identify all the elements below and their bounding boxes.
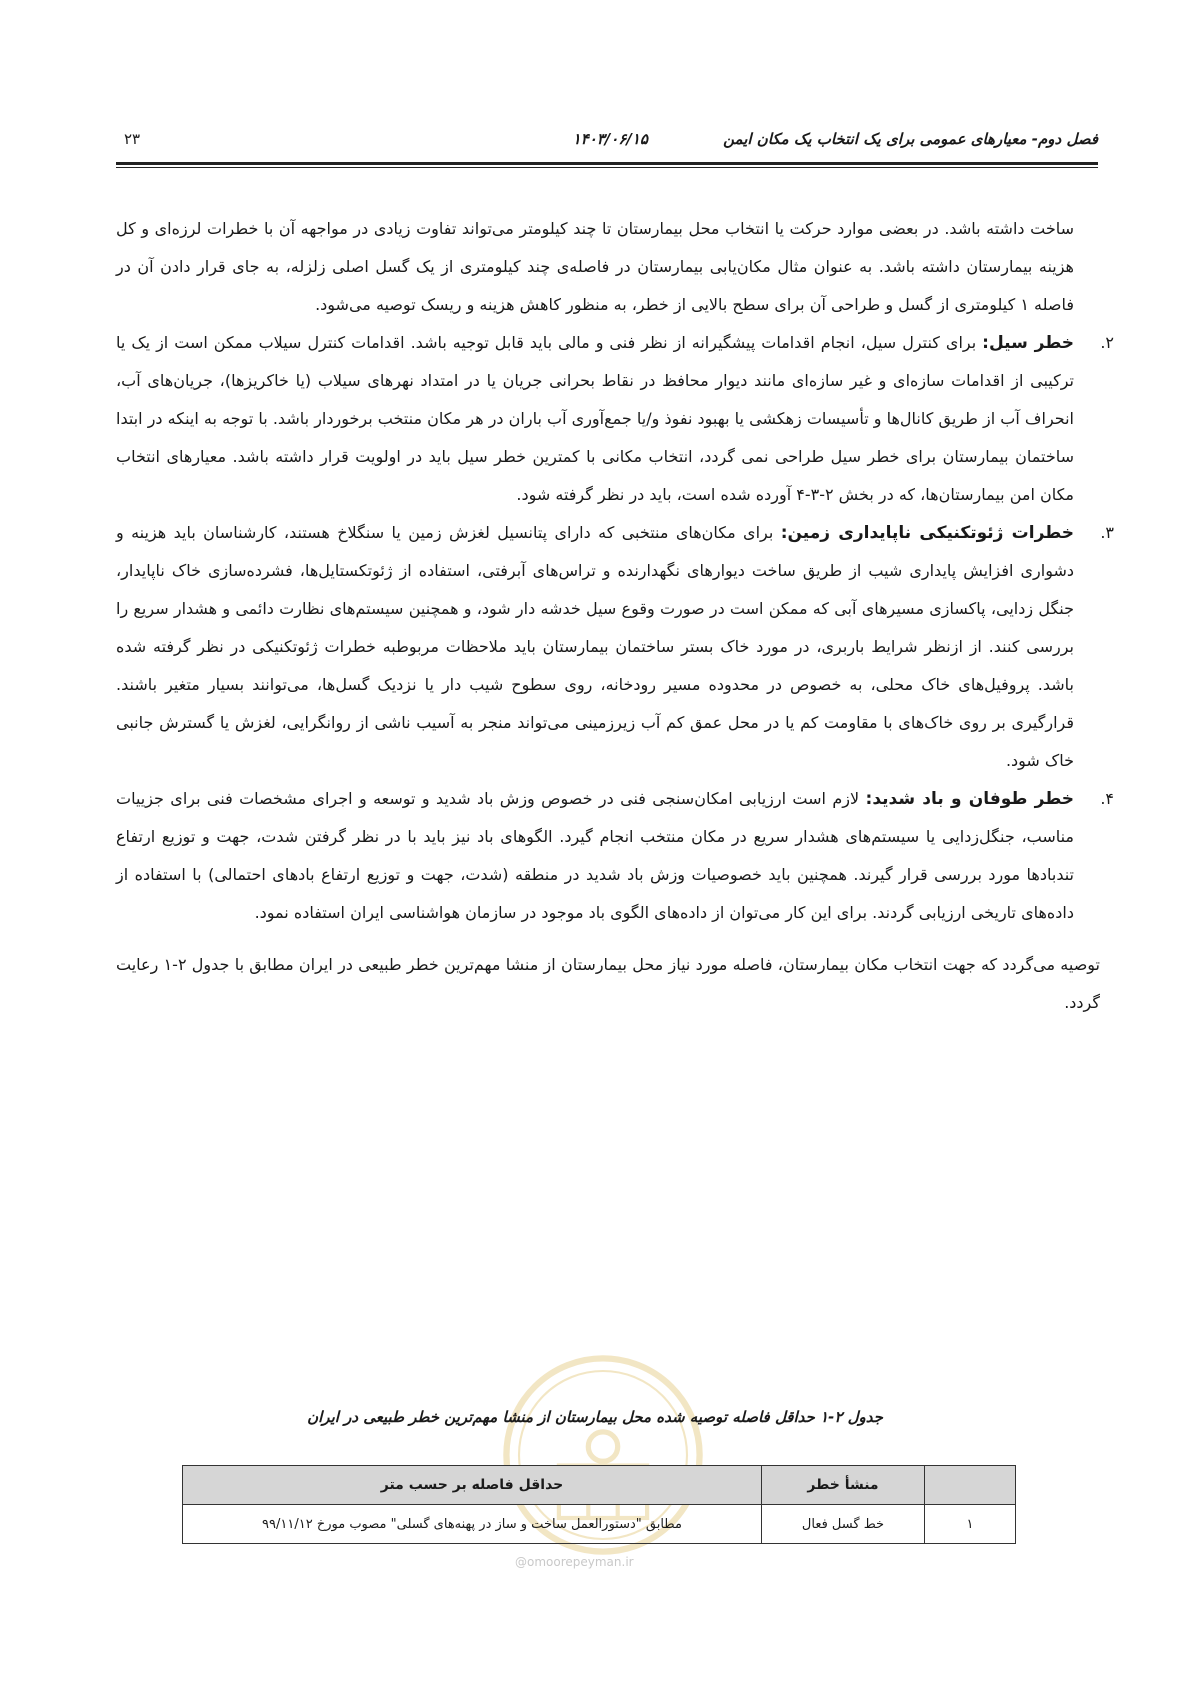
chapter-title: فصل دوم- معیارهای عمومی برای یک انتخاب یک مکان ایمن [723, 130, 1098, 148]
list-item-title: خطر طوفان و باد شدید: [865, 789, 1075, 809]
list-item-number: ۲. [1100, 333, 1114, 352]
table-cell: خط گسل فعال [762, 1505, 925, 1544]
distance-table [182, 1465, 1016, 1544]
table-header-cell: حداقل فاصله بر حسب متر [183, 1466, 762, 1505]
closing-paragraph: توصیه می‌گردد که جهت انتخاب مکان بیمارستان، فاصله مورد نیاز محل بیمارستان از منشا مهم‌ترین خطر طبیعی در ایران مطابق با جدول ۲-۱ رعایت گردد. [116, 955, 1100, 1012]
watermark-text: @omoorepeyman.ir [515, 1555, 634, 1569]
list-item-title: خطرات ژئوتکنیکی ناپایداری زمین: [780, 523, 1074, 543]
list-item-text: برای کنترل سیل، انجام اقدامات پیشگیرانه از نظر فنی و مالی باید قابل توجیه باشد. اقدامات کنترل سیلاب ممکن است از یک یا ترکیبی از اقدامات سازه‌ای و غیر سازه‌ای مانند دیوار محافظ در نقاط بحرانی جریان یا در امتداد نهرهای سیلاب (یا خاکریزها)، جریان‌های آب، انحراف آب از طریق کانال‌ها و تأسیسات زهکشی یا بهبود نفوذ و/یا جمع‌آوری آب باران در هر مکان منتخب برخوردار باشد. با توجه به اینکه در ابتدا ساختمان بیمارستان برای خطر سیل طراحی نمی گردد، انتخاب مکانی با کمترین خطر سیل باید در اولویت قرار داشته باشد. معیارهای انتخاب مکان امن بیمارستان‌ها، که در بخش ۲-۳-۴ آورده شده است، باید در نظر گرفته شود. [116, 333, 1074, 504]
table-header-row [183, 1466, 1016, 1505]
table-cell: مطابق "دستورالعمل ساخت و ساز در پهنه‌های گسلی" مصوب مورخ ۹۹/۱۱/۱۲ [183, 1505, 762, 1544]
list-item-number: ۴. [1100, 789, 1114, 808]
header-date: ۱۴۰۳/۰۶/۱۵ [572, 130, 648, 148]
header-rule-thick [116, 162, 1098, 165]
table-header-cell [925, 1466, 1016, 1505]
list-item-text: لازم است ارزیابی امکان‌سنجی فنی در خصوص وزش باد شدید و توسعه و اجرای مشخصات فنی برای جزییات مناسب، جنگل‌زدایی یا سیستم‌های هشدار سریع در مکان منتخب انجام گیرد. الگوهای باد نیز باید با در نظر گرفتن شدت، جهت و توزیع ارتفاع تندبادها مورد بررسی قرار گیرند. همچنین باید خصوصیات وزش باد شدید در منطقه (شدت، جهت و توزیع ارتفاع بادهای احتمالی) با استفاده از داده‌های تاریخی ارزیابی گردند. برای این کار می‌توان از داده‌های الگوی باد موجود در سازمان هواشناسی ایران استفاده نمود. [116, 789, 1074, 922]
list-item-title: خطر سیل: [982, 333, 1075, 353]
list-item [116, 324, 1114, 514]
hazard-list [116, 324, 1114, 932]
table-row [183, 1505, 1016, 1544]
list-item [116, 514, 1114, 780]
list-item-number: ۳. [1100, 523, 1114, 542]
list-item-text: برای مکان‌های منتخبی که دارای پتانسیل لغزش زمین یا سنگلاخ هستند، کارشناسان باید هزینه و دشواری افزایش پایداری شیب از طریق ساخت دیوارهای نگهدارنده و تراس‌های آبرفتی، استفاده از ژئوتکستایل‌ها، فشرده‌سازی خاک ناپایدار، جنگل زدایی، پاکسازی مسیرهای آبی که ممکن است در صورت وقوع سیل خدشه دار شود، و همچنین سیستم‌های نظارت دائمی و هشدار سریع را بررسی کنند. از ازنظر شرایط باربری، در مورد خاک بستر ساختمان بیمارستان باید ملاحظات مربوطبه خطرات ژئوتکنیکی در نظر گرفته شده باشد. پروفیل‌های خاک محلی، به خصوص در محدوده مسیر رودخانه، روی سطوح شیب دار یا نزدیک گسل‌ها، می‌توانند بسیار متغیر باشند. قرارگیری بر روی خاک‌های با مقاومت کم یا در محل عمق کم آب زیرزمینی می‌تواند منجر به آسیب ناشی از روانگرایی، لغزش یا گسترش جانبی خاک شود. [116, 523, 1074, 770]
page-number: ۲۳ [124, 130, 141, 148]
body-text [116, 210, 1114, 1022]
intro-paragraph: ساخت داشته باشد. در بعضی موارد حرکت یا انتخاب محل بیمارستان تا چند کیلومتر می‌تواند تفاوت زیادی در مواجهه آن با خطرات لرزه‌ای و کل هزینه بیمارستان داشته باشد. به عنوان مثال مکان‌یابی بیمارستان در فاصله‌ی چند کیلومتری از یک گسل اصلی زلزله، به جای قرار دادن آن در فاصله ۱ کیلومتری از گسل و طراحی آن برای سطح بالایی از خطر، به منظور کاهش هزینه و ریسک توصیه می‌شود. [116, 219, 1074, 314]
list-item [116, 780, 1114, 932]
table-header-cell: منشأ خطر [762, 1466, 925, 1505]
table-cell: ۱ [925, 1505, 1016, 1544]
page-header [116, 130, 1098, 160]
header-rule-thin [116, 167, 1098, 168]
table-caption: جدول ۲-۱ حداقل فاصله توصیه شده محل بیمارستان از منشا مهم‌ترین خطر طبیعی در ایران [307, 1408, 883, 1426]
